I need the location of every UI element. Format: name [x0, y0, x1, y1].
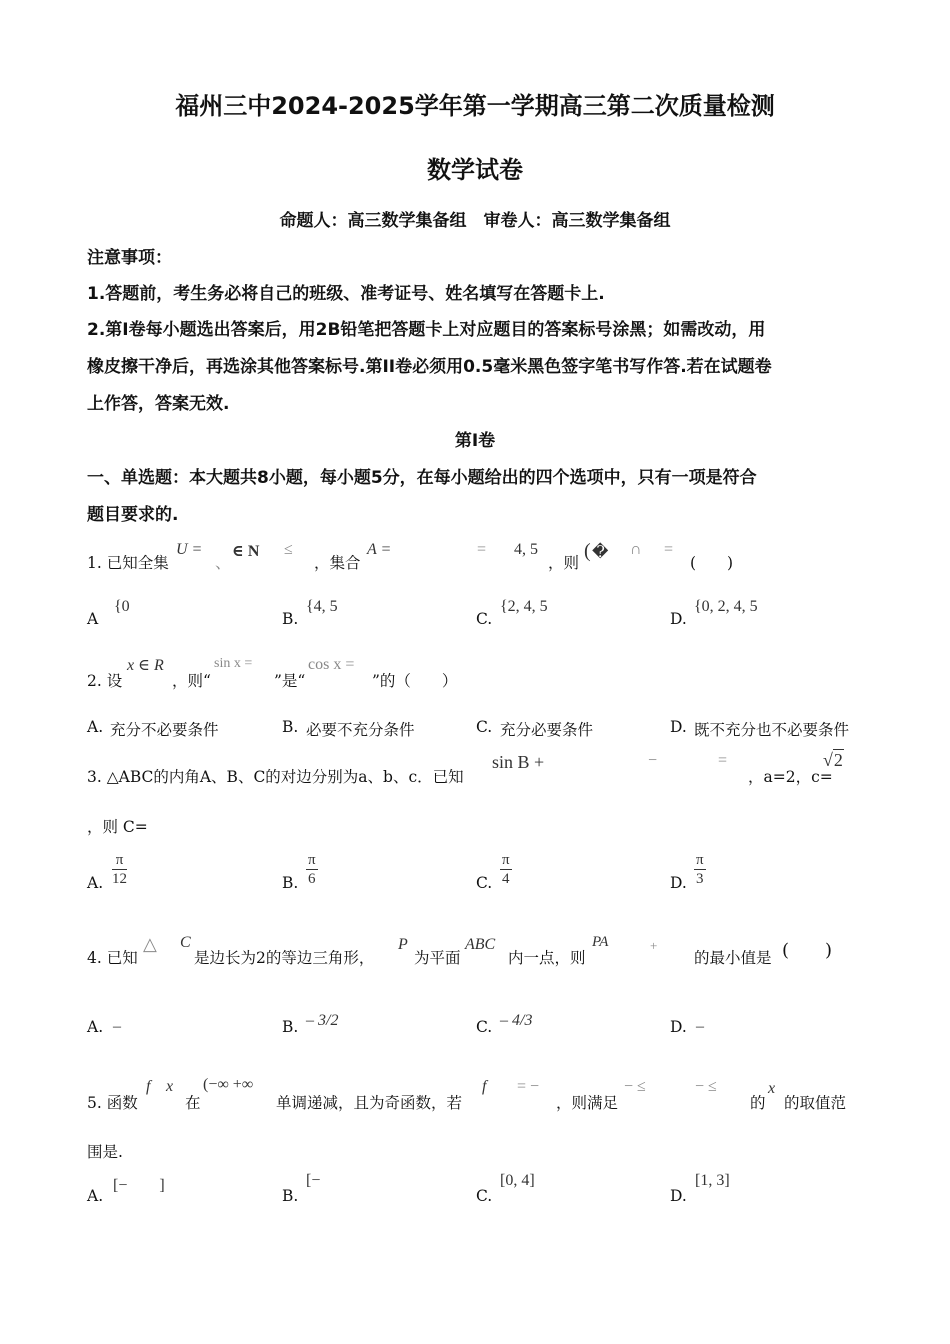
q5-ineq-2: − ≤: [695, 1078, 717, 1095]
q2-sin: sin x =: [214, 656, 253, 671]
q2-option-d-value[interactable]: 既不充分也不必要条件: [694, 721, 850, 739]
q2-end: ”的（ ）: [372, 672, 458, 690]
q3-option-a-label[interactable]: A.: [87, 874, 104, 892]
q4-t4: 的最小值是: [694, 949, 772, 967]
q4-option-b-label[interactable]: B.: [282, 1018, 299, 1036]
q1-u-comma: 、: [215, 555, 232, 572]
q3-eq: =: [718, 752, 728, 769]
q5-t5: 的取值范: [784, 1094, 847, 1112]
q5-option-b-label[interactable]: B.: [282, 1187, 299, 1205]
q3-sqrt-sign: √2: [823, 750, 843, 770]
q5-option-a-label[interactable]: A.: [87, 1187, 104, 1205]
page-subtitle: 数学试卷: [427, 156, 523, 184]
q4-pa: PA: [592, 934, 609, 950]
q2-option-c-value[interactable]: 充分必要条件: [500, 721, 594, 739]
q3-tail: ，a=2，c=: [748, 768, 833, 786]
q4-c: C: [180, 934, 191, 951]
q4-option-a-value[interactable]: –: [113, 1018, 121, 1035]
q2-option-d-label[interactable]: D.: [670, 718, 687, 736]
q3-option-d-num: π: [696, 852, 704, 868]
section-heading-line-1: 一、单选题：本大题共8小题，每小题5分，在每小题给出的四个选项中，只有一项是符合: [87, 468, 757, 488]
q5-t3: ，则满足: [556, 1094, 619, 1112]
q3-option-a-fraction[interactable]: [112, 851, 127, 888]
q1-option-c-label[interactable]: C.: [476, 610, 493, 628]
authors-line: 命题人：高三数学集备组 审卷人：高三数学集备组: [279, 211, 671, 231]
q4-plus: +: [650, 938, 658, 953]
q3-option-c-label[interactable]: C.: [476, 874, 493, 892]
q2-is: ”是“: [274, 672, 306, 690]
notice-item-1: 1.答题前，考生务必将自己的班级、准考证号、姓名填写在答题卡上.: [87, 284, 605, 304]
q5-t2: 单调递减，且为奇函数，若: [276, 1094, 463, 1112]
q5-x: x: [166, 1078, 174, 1095]
q4-t2: 为平面: [414, 949, 461, 967]
q2-cos: cos x =: [308, 656, 355, 673]
q4-option-c-label[interactable]: C.: [476, 1018, 493, 1036]
q5-interval: (−∞ +∞: [203, 1076, 254, 1093]
notice-heading: 注意事项：: [87, 248, 172, 268]
q4-paren: ( ): [782, 940, 833, 961]
q1-a-eq: =: [477, 541, 487, 558]
q4-option-a-label[interactable]: A.: [87, 1018, 104, 1036]
q2-option-a-label[interactable]: A.: [87, 718, 104, 736]
q4-p: P: [398, 936, 408, 953]
q3-option-b-den: 6: [308, 871, 316, 887]
q4-option-c-value[interactable]: – 4/3: [500, 1012, 533, 1029]
q5-prefix: 5. 函数: [87, 1094, 138, 1112]
q1-glyph: �: [592, 544, 609, 561]
q5-ineq-1: − ≤: [624, 1078, 646, 1095]
q5-option-d-value[interactable]: [1, 3]: [695, 1172, 730, 1189]
q3-option-b-fraction[interactable]: [306, 851, 318, 888]
q5-option-a-value[interactable]: [− ]: [113, 1177, 165, 1194]
q3-option-b-num: π: [308, 852, 316, 868]
q1-blank: ( ): [690, 554, 734, 572]
q3-line-1: 3. △ABC的内角A、B、C的对边分别为a、b、c．已知: [87, 768, 464, 786]
notice-item-2-line-1: 2.第I卷每小题选出答案后，用2B铅笔把答题卡上对应题目的答案标号涂黑；如需改动，用: [87, 320, 766, 340]
q4-t3: 内一点，则: [508, 949, 586, 967]
q4-t1: 是边长为2的等边三角形，: [194, 949, 375, 967]
q2-option-b-label[interactable]: B.: [282, 718, 299, 736]
q3-option-c-den: 4: [502, 871, 510, 887]
q2-cond: x ∈ R: [127, 657, 164, 674]
q3-option-a-den: 12: [112, 871, 127, 887]
q1-option-b-label[interactable]: B.: [282, 610, 299, 628]
q2-option-a-value[interactable]: 充分不必要条件: [110, 721, 219, 739]
volume-label: 第I卷: [454, 431, 496, 451]
q3-option-d-fraction[interactable]: [694, 851, 706, 888]
q3-sqrt-value: 2: [833, 750, 843, 770]
q3-sinb: sin B +: [492, 752, 545, 772]
q5-t1: 在: [185, 1094, 201, 1112]
q3-minus: −: [648, 752, 658, 769]
q1-prefix: 1. 已知全集: [87, 554, 169, 572]
q1-eq: =: [664, 541, 674, 558]
q1-u-expr: U =: [176, 541, 203, 558]
q5-f: f: [146, 1078, 151, 1095]
q3-option-b-label[interactable]: B.: [282, 874, 299, 892]
q2-prefix: 2. 设: [87, 672, 123, 690]
q5-option-d-label[interactable]: D.: [670, 1187, 687, 1205]
q5-x2: x: [768, 1080, 776, 1097]
q5-f2: f: [482, 1078, 487, 1095]
q1-option-d-value[interactable]: {0, 2, 4, 5: [694, 598, 758, 615]
q5-option-b-value[interactable]: [−: [306, 1172, 321, 1189]
q1-option-a-value[interactable]: {0: [114, 598, 130, 615]
q1-u-in-n: ∈ N: [232, 543, 260, 560]
q5-option-c-label[interactable]: C.: [476, 1187, 493, 1205]
q2-option-b-value[interactable]: 必要不充分条件: [306, 721, 415, 739]
q3-option-d-den: 3: [696, 871, 704, 887]
q4-option-d-value[interactable]: –: [696, 1018, 704, 1035]
q4-option-d-label[interactable]: D.: [670, 1018, 687, 1036]
page-title: 福州三中2024-2025学年第一学期高三第二次质量检测: [175, 92, 775, 120]
q3-line-2: ，则 C=: [87, 818, 148, 836]
q4-option-b-value[interactable]: – 3/2: [306, 1012, 339, 1029]
q1-a-vals: 4, 5: [514, 541, 538, 558]
q1-then: ，则: [548, 554, 580, 572]
q1-a-expr: A =: [367, 541, 392, 558]
q5-t4: 的: [750, 1094, 766, 1112]
notice-item-2-line-2: 橡皮擦干净后，再选涂其他答案标号.第II卷必须用0.5毫米黑色签字笔书写作答.若在试题卷: [87, 357, 772, 377]
q4-prefix: 4. 已知: [87, 949, 138, 967]
q4-abc: ABC: [465, 936, 496, 953]
q1-paren: (: [584, 540, 591, 562]
q4-triangle: △: [143, 934, 157, 954]
q1-mid: ，集合: [314, 554, 361, 572]
q1-option-d-label[interactable]: D.: [670, 610, 687, 628]
q3-option-c-fraction[interactable]: [500, 851, 512, 888]
q5-line-2: 围是.: [87, 1143, 123, 1161]
q1-option-c-value[interactable]: {2, 4, 5: [500, 598, 548, 615]
q1-option-b-value[interactable]: {4, 5: [306, 598, 338, 615]
q1-cap: ∩: [630, 541, 642, 558]
q3-option-a-num: π: [112, 851, 127, 870]
q3-option-c-num: π: [502, 852, 510, 868]
q3-option-d-label[interactable]: D.: [670, 874, 687, 892]
q5-cond: = −: [517, 1078, 540, 1095]
q5-option-c-value[interactable]: [0, 4]: [500, 1172, 535, 1189]
section-heading-line-2: 题目要求的.: [87, 505, 179, 525]
q2-option-c-label[interactable]: C.: [476, 718, 493, 736]
notice-item-2-line-3: 上作答，答案无效.: [87, 394, 230, 414]
q1-u-le: ≤: [284, 541, 293, 558]
q1-option-a-label[interactable]: A: [87, 610, 99, 628]
q2-then: ，则“: [172, 672, 211, 690]
